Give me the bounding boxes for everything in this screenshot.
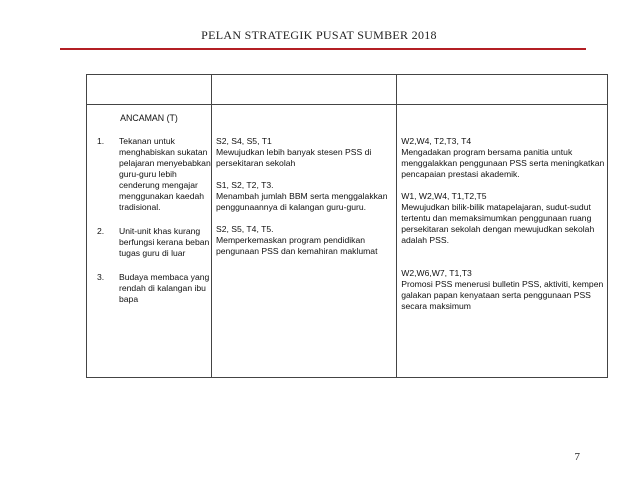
strategy-text: Mewujudkan bilik-bilik matapelajaran, sudut-sudut tertentu dan memaksimumkan penggunaan ruang persekitaran sekolah dengan mewujudkan sekolah adalah PSS. xyxy=(401,202,595,245)
list-item xyxy=(87,226,211,259)
wt-strategies-cell xyxy=(397,105,608,378)
table-header-row xyxy=(87,75,608,105)
item-text: Budaya membaca yang rendah di kalangan ibu bapa xyxy=(119,272,210,304)
document-header: PELAN STRATEGIK PUSAT SUMBER 2018 xyxy=(201,28,437,42)
strategy-block xyxy=(397,105,607,312)
strategy-text: Mengadakan program bersama panitia untuk menggalakkan penggunaan PSS serta meningkatkan pencapaian prestasi akademik. xyxy=(401,147,605,179)
item-number: 3. xyxy=(97,272,105,282)
strategy-code: W2,W6,W7, T1,T3 xyxy=(401,268,472,278)
empty-header-cell-1 xyxy=(87,75,212,105)
strategy-text: Menambah jumlah BBM serta menggalakkan penggunaannya di kalangan guru-guru. xyxy=(216,191,388,212)
threats-row xyxy=(87,105,608,378)
empty-header-cell-3 xyxy=(397,75,608,105)
list-item xyxy=(87,136,211,213)
strategy-code: W2,W4, T2,T3, T4 xyxy=(401,136,472,146)
item-text: Unit-unit khas kurang berfungsi kerana beban tugas guru di luar xyxy=(119,226,210,258)
strategy-code: S2, S5, T4, T5. xyxy=(216,224,274,234)
threats-title: ANCAMAN (T) xyxy=(120,113,178,123)
strategy-code: W1, W2,W4, T1,T2,T5 xyxy=(401,191,487,201)
list-item xyxy=(87,272,211,305)
empty-header-cell-2 xyxy=(212,75,397,105)
strategy-block xyxy=(212,105,396,257)
page-number: 7 xyxy=(574,451,580,463)
swot-strategy-table xyxy=(86,74,608,378)
strategy-text: Promosi PSS menerusi bulletin PSS, aktiviti, kempen galakan papan kenyataan serta penggunaan PSS secara maksimum xyxy=(401,279,604,311)
strategy-text: Mewujudkan lebih banyak stesen PSS di persekitaran sekolah xyxy=(216,147,372,168)
strategy-text: Memperkemaskan program pendidikan pengunaan PSS dan kemahiran maklumat xyxy=(216,235,378,256)
st-strategies-cell xyxy=(212,105,397,378)
threats-cell xyxy=(87,105,212,378)
strategy-code: S1, S2, T2, T3. xyxy=(216,180,274,190)
item-text: Tekanan untuk menghabiskan sukatan pelajaran menyebabkan guru-guru lebih cenderung mengajar menggunakan kaedah tradisional. xyxy=(119,136,211,212)
header-rule xyxy=(60,48,586,50)
strategy-code: S2, S4, S5, T1 xyxy=(216,136,272,146)
item-number: 2. xyxy=(97,226,105,236)
item-number: 1. xyxy=(97,136,105,146)
